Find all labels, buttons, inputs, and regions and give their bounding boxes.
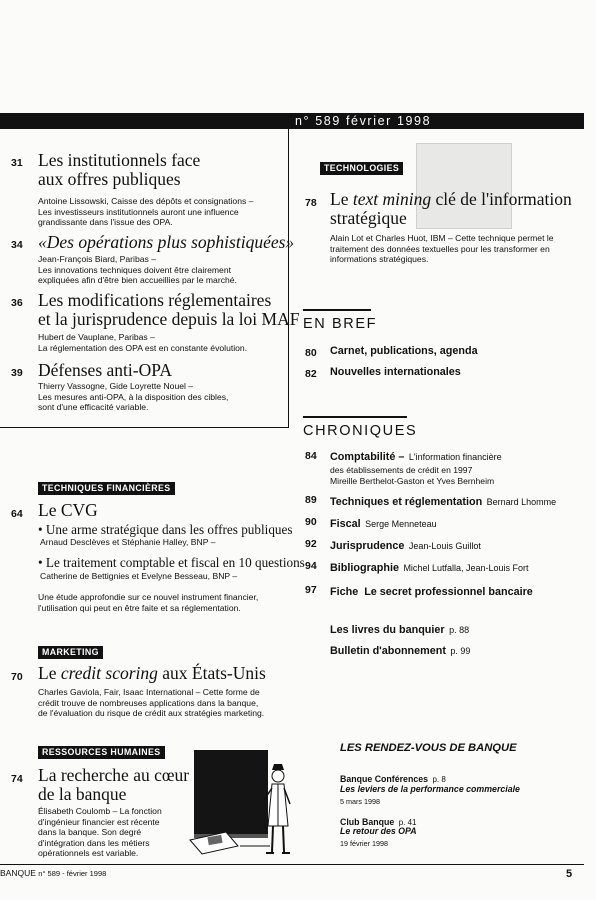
section-rule <box>303 416 407 418</box>
article-authors: Catherine de Bettignies et Evelyne Besseau, BNP – <box>40 571 238 581</box>
bulletin-link[interactable]: Bulletin d'abonnement p. 99 <box>330 645 471 657</box>
club-date: 19 février 1998 <box>340 839 388 848</box>
page-number: 31 <box>11 157 23 169</box>
section-tag: RESSOURCES HUMAINES <box>38 746 165 759</box>
page-number: 82 <box>305 368 317 380</box>
article-desc: Hubert de Vauplane, Paribas – La réglementation des OPA est en constante évolution. <box>38 332 248 353</box>
article-title[interactable]: Les modifications réglementaires et la jurisprudence depuis la loi MAF <box>38 290 300 329</box>
page-number: 70 <box>11 671 23 683</box>
page-number: 36 <box>11 297 23 309</box>
article-subtitle[interactable]: • Une arme stratégique dans les offres publiques <box>38 522 293 537</box>
page-number: 84 <box>305 450 317 462</box>
page-number: 64 <box>11 508 23 520</box>
livres-link[interactable]: Les livres du banquier p. 88 <box>330 624 470 636</box>
article-desc: Jean-François Biard, Paribas – Les innovations techniques doivent être clairement expliquées afin d'être bien accueillies par le marché. <box>38 254 237 285</box>
article-title[interactable]: «Des opérations plus sophistiquées» <box>38 232 295 252</box>
blackboard-illustration <box>180 748 296 860</box>
page-number: 89 <box>305 494 317 506</box>
brief-item[interactable]: Nouvelles internationales <box>330 366 461 378</box>
issue-label: n° 589 février 1998 <box>295 114 432 128</box>
chronique-item[interactable]: Jurisprudence Jean-Louis Guillot <box>330 540 481 552</box>
article-title[interactable]: Le CVG <box>38 500 98 520</box>
page-number: 97 <box>305 584 317 596</box>
section-heading: EN BREF <box>303 316 378 332</box>
footer-label: BANQUE n° 589 - février 1998 <box>0 868 107 878</box>
article-desc: Charles Gaviola, Fair, Isaac International – Cette forme de crédit trouve de nombreuses applications dans la banque, de l'évaluation du risque de crédit aux stratégies marketing. <box>38 687 265 718</box>
article-title[interactable]: Défenses anti-OPA <box>38 360 172 380</box>
page-number: 92 <box>305 538 317 550</box>
chronique-item[interactable]: Bibliographie Michel Lutfalla, Jean-Louis Fort <box>330 562 529 574</box>
brief-item[interactable]: Carnet, publications, agenda <box>330 345 478 357</box>
article-title[interactable]: Les institutionnels face aux offres publiques <box>38 150 201 189</box>
section-rule <box>303 309 371 311</box>
chronique-item[interactable]: Fiscal Serge Menneteau <box>330 518 437 530</box>
article-authors: Arnaud Desclèves et Stéphanie Halley, BNP – <box>40 537 216 547</box>
section-tag: TECHNIQUES FINANCIÈRES <box>38 482 175 495</box>
article-desc: Thierry Vassogne, Gide Loyrette Nouel – Les mesures anti-OPA, à la disposition des cibles, sont d'une efficacité variable. <box>38 381 229 412</box>
chronique-item[interactable]: Comptabilité – L'information financière des établissements de crédit en 1997 Mireille Berthelot-Gaston et Yves Bernheim <box>330 451 502 486</box>
article-title[interactable]: La recherche au cœur de la banque <box>38 765 190 804</box>
section-tag: MARKETING <box>38 646 103 659</box>
page-number: 78 <box>305 197 317 209</box>
article-desc: Alain Lot et Charles Huot, IBM – Cette technique permet le traitement des données textuelles pour les transformer en informations stratégiques. <box>330 233 554 264</box>
article-desc: Élisabeth Coulomb – La fonction d'ingénieur financier est récente dans la banque. Son degré d'intégration dans les métiers opérationnels est variable. <box>38 806 162 858</box>
section-heading: CHRONIQUES <box>303 423 418 439</box>
article-title[interactable]: Le text mining clé de l'information stratégique <box>330 189 572 228</box>
article-subtitle[interactable]: • Le traitement comptable et fiscal en 10 questions <box>38 555 305 570</box>
page-number: 74 <box>11 773 23 785</box>
conference-title[interactable]: Les leviers de la performance commerciale <box>340 784 520 794</box>
conference-label[interactable]: Banque Conférences p. 8 <box>340 774 446 784</box>
page-number: 94 <box>305 560 317 572</box>
conference-date: 5 mars 1998 <box>340 797 380 806</box>
chronique-item[interactable]: Techniques et réglementation Bernard Lhomme <box>330 496 557 508</box>
page-number: 39 <box>11 367 23 379</box>
rendez-vous-heading: LES RENDEZ-VOUS DE BANQUE <box>340 742 517 754</box>
chronique-item[interactable]: Fiche Le secret professionnel bancaire <box>330 586 533 598</box>
article-title[interactable]: Le credit scoring aux États-Unis <box>38 663 266 683</box>
page-number: 90 <box>305 516 317 528</box>
page-number: 80 <box>305 347 317 359</box>
footer-page-number: 5 <box>566 868 573 880</box>
footer-rule <box>0 864 584 865</box>
section-tag: TECHNOLOGIES <box>320 162 403 175</box>
club-label[interactable]: Club Banque p. 41 <box>340 817 417 827</box>
article-desc: Une étude approfondie sur ce nouvel instrument financier, l'utilisation qui peut en être faite et sa réglementation. <box>38 592 259 613</box>
club-title[interactable]: Le retour des OPA <box>340 826 417 836</box>
article-desc: Antoine Lissowski, Caisse des dépôts et consignations – Les investisseurs institutionnels auront une influence grandissante dans l'issue des OPA. <box>38 196 254 227</box>
page-number: 34 <box>11 239 23 251</box>
